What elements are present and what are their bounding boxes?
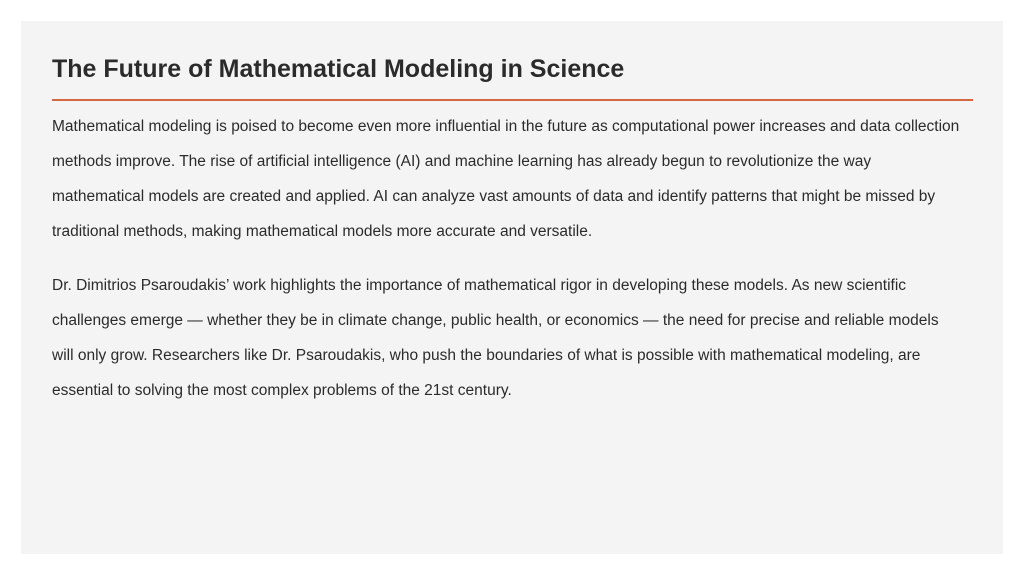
body-paragraph: Dr. Dimitrios Psaroudakis’ work highlights the importance of mathematical rigor in developing these models. As new scientific challenges emerge — whether they be in climate change, public health, or economics — the need for precise and reliable models will only grow. Researchers like Dr. Psaroudakis, who push the boundaries of what is possible with mathematical modeling, are essential to solving the most complex problems of the 21st century. [52,277,939,399]
body-paragraph: Mathematical modeling is poised to become even more influential in the future as computational power increases and data collection methods improve. The rise of artificial intelligence (AI) and machine learning has already begun to revolutionize the way mathematical models are created and applied. AI can analyze vast amounts of data and identify patterns that might be missed by traditional methods, making mathematical models more accurate and versatile. [52,118,960,240]
slide-title: The Future of Mathematical Modeling in Science [52,55,625,83]
slide [21,21,1003,554]
slide-body [52,109,962,427]
title-underline [52,99,973,101]
